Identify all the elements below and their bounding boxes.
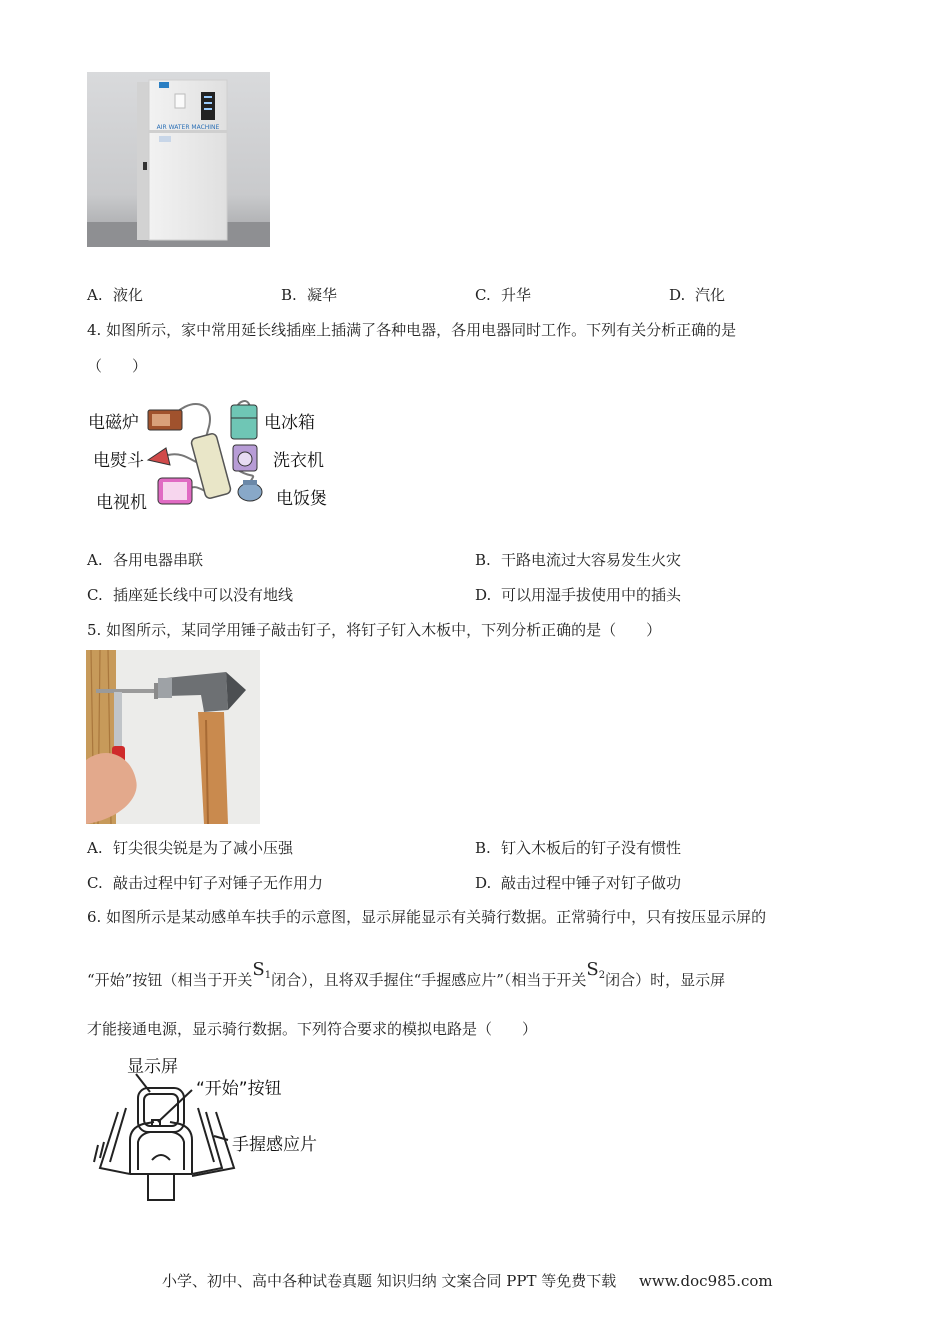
q5-option-b: B. 钉入木板后的钉子没有惯性 xyxy=(475,839,682,857)
label-rice-cooker: 电饭煲 xyxy=(276,489,327,509)
hammer-nail-image xyxy=(86,650,260,824)
footer-url[interactable]: www.doc985.com xyxy=(639,1272,773,1290)
q4-option-d: D. 可以用湿手拔使用中的插头 xyxy=(475,586,682,604)
machine-brand-text: AIR WATER MACHINE xyxy=(156,124,220,131)
switch-s2-symbol: S2 xyxy=(586,959,606,981)
air-water-machine-image xyxy=(87,72,270,247)
label-washing-machine: 洗衣机 xyxy=(273,451,324,471)
q5-option-d: D. 敲击过程中锤子对钉子做功 xyxy=(475,874,682,892)
q6-stem-line3: 才能接通电源，显示骑行数据。下列符合要求的模拟电路是（ ） xyxy=(87,1020,538,1038)
bike-handlebar-diagram xyxy=(88,1050,338,1205)
q4-option-c: C. 插座延长线中可以没有地线 xyxy=(87,586,294,604)
label-start-button: “开始”按钮 xyxy=(196,1079,282,1099)
q4-option-b: B. 干路电流过大容易发生火灾 xyxy=(475,551,682,569)
footer-banner xyxy=(162,1270,773,1291)
appliances-diagram xyxy=(88,390,338,518)
q3-option-a: A. 液化 xyxy=(87,286,144,304)
label-hand-sensor: 手握感应片 xyxy=(232,1135,317,1155)
label-display-screen: 显示屏 xyxy=(127,1057,178,1077)
q6-stem-line2: “开始”按钮（相当于开关S1闭合），且将双手握住“手握感应片”（相当于开关S2闭合）时，显示屏 xyxy=(87,959,726,989)
q5-option-a: A. 钉尖很尖锐是为了减小压强 xyxy=(87,839,294,857)
q4-stem: 4. 如图所示，家中常用延长线插座上插满了各种电器，各用电器同时工作。下列有关分析正确的是 xyxy=(87,321,737,339)
label-fridge: 电冰箱 xyxy=(264,413,315,433)
q5-stem: 5. 如图所示，某同学用锤子敲击钉子，将钉子钉入木板中，下列分析正确的是（ ） xyxy=(87,621,662,639)
q5-option-c: C. 敲击过程中钉子对锤子无作用力 xyxy=(87,874,324,892)
q4-answer-paren: （ ） xyxy=(87,357,148,375)
q6-stem-line1: 6. 如图所示是某动感单车扶手的示意图，显示屏能显示有关骑行数据。正常骑行中，只有按压显示屏的 xyxy=(87,908,767,926)
label-iron: 电熨斗 xyxy=(93,451,144,471)
switch-s1-symbol: S1 xyxy=(252,959,272,981)
q3-option-d: D. 汽化 xyxy=(669,286,726,304)
label-tv: 电视机 xyxy=(96,493,147,513)
q4-option-a: A. 各用电器串联 xyxy=(87,551,204,569)
label-induction-cooker: 电磁炉 xyxy=(88,413,139,433)
q3-option-b: B. 凝华 xyxy=(281,286,338,304)
footer-text: 小学、初中、高中各种试卷真题 知识归纳 文案合同 PPT 等免费下载 xyxy=(162,1272,617,1290)
q3-option-c: C. 升华 xyxy=(475,286,532,304)
